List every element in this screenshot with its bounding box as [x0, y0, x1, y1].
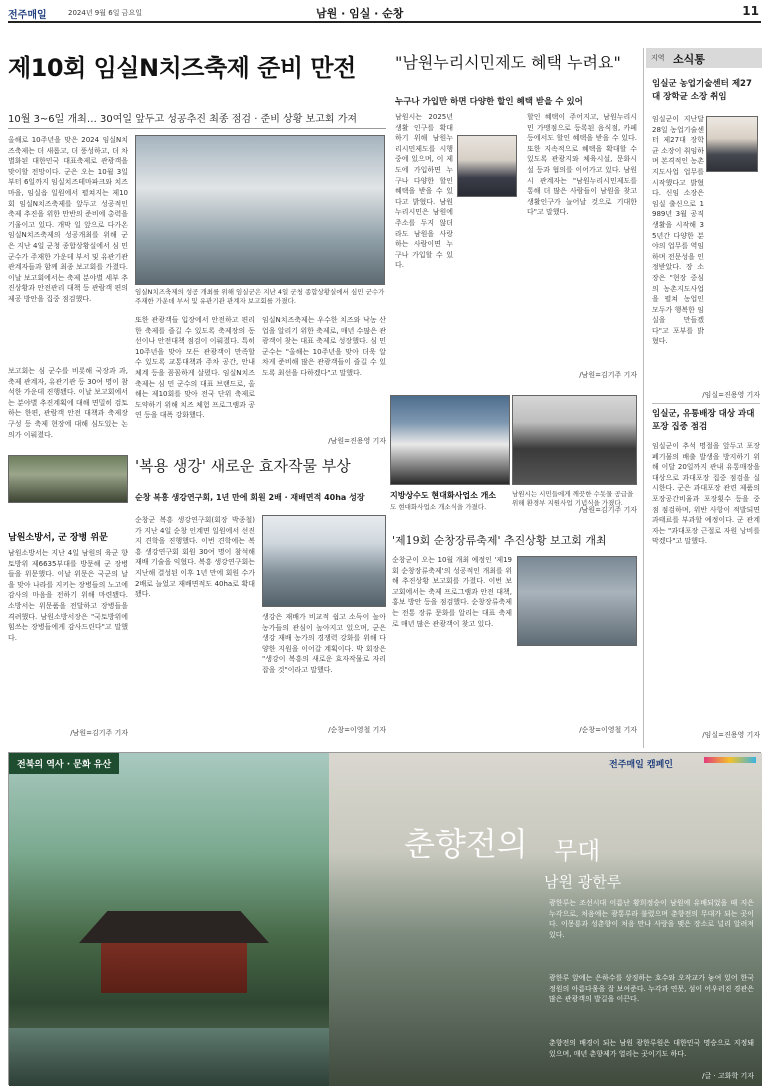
fire-station-photo [8, 455, 128, 503]
campaign-color-bar [704, 757, 756, 763]
main-signature: /남원=진용영 기자 [328, 437, 386, 445]
pavilion-body [101, 943, 247, 993]
feature-col1: 남원시는 2025년 생활 인구를 확대하기 위해 남원누리시민제도를 시행 중에 있으며, 이 제도에 가입하면 누구나 다양한 할인 혜택을 받을 수 있다고 밝혔다. 남원누리시민은 남원에 주소를 두지 않더라도 남원을 사랑하는 사람이면 누구나 가입할 수 있다. [395, 113, 453, 270]
campaign-title-b: 무대 [554, 837, 601, 865]
sidebar-tag: 지역 [651, 54, 665, 62]
left-story-signature: /남원=김기주 기자 [70, 729, 128, 737]
page-number: 11 [742, 4, 759, 18]
ceremony-caption-2: 남원시는 시민들에게 깨끗한 수돗물 공급을 위해 환경부 지원사업 기념식을 가졌다. [512, 490, 634, 507]
sidebar-item1-title: 임실군 농업기술센터 제27대 장학균 소장 취임 [652, 79, 752, 102]
campaign-para1: 광한루는 조선시대 이름난 황희정승이 남원에 유배되었을 때 지은 누각으로, 처음에는 광통루라 불렸으며 춘향전의 무대가 되는 곳이다. 이몽룡과 성춘향이 처음 만나 사랑을 맺은 장소로 널리 알려져 있다. [549, 899, 754, 939]
feature-signature: /남원=김기주 기자 [579, 371, 637, 379]
issue-date: 2024년 9월 6일 금요일 [68, 9, 142, 17]
main-headline: 제10회 임실N치즈축제 준비 만전 [8, 54, 356, 82]
ceremony-photo-2 [512, 395, 637, 485]
campaign-photo [9, 753, 329, 1086]
sidebar-item2-signature: /임실=진용영 기자 [702, 731, 760, 739]
main-col1b: 보고회는 심 군수를 비롯해 국장과 과, 축제 관계자, 유관기관 등 30여 명이 참석한 가운데 진행됐다. 이날 보고회에서는 분야별 추진계획에 대해 면밀히 검토하는 한편, 관람객 안전 대책과 축제장 구성 등 축제 현장에 대해 심도있는 논의가 이뤄졌다. [8, 367, 128, 439]
pavilion-roof [79, 903, 269, 943]
hyoja-headline: '복용 생강' 새로운 효자작물 부상 [135, 457, 351, 475]
section-title: 남원 · 임실 · 순창 [316, 7, 404, 20]
sidebar-item1-body: 임실군이 지난달 28일 농업기술센터 제27대 장학균 소장이 취임하며 본격적인 농촌지도사업 업무를 시작했다고 밝혔다. 신임 소장은 임실 출신으로 1989년 3월 공직 생활을 시작해 35년간 다양한 분야의 업무를 역임하며 전문성을 인정받았다. 장 소장은 "현장 중심의 농촌지도사업을 펼쳐 농업인 모두가 행복한 임실을 만들겠다"고 포부를 밝혔다. [652, 115, 704, 346]
sidebar [643, 48, 761, 748]
hyoja-photo [262, 515, 386, 607]
campaign-brand: 전주매일 캠페인 [609, 760, 673, 770]
left-story-title: 남원소방서, 군 장병 위문 [8, 533, 108, 543]
sidebar-item2-body: 임실군이 추석 명절을 앞두고 포장 폐기물의 배출 발생을 방지하기 위해 이달 20일까지 관내 유통매장을 대상으로 과대포장 집중 점검을 실시한다. 군은 과대포장 관련 제품의 포장공간비율과 포장횟수 등을 중점 점검하며, 위반 사항이 적발되면 과태료를 부과할 예정이다. 군 관계자는 "과대포장 근절로 자원 낭비를 막겠다"고 말했다. [652, 442, 760, 546]
campaign-credit: /글 · 고화학 기자 [702, 1072, 754, 1080]
campaign-series: 전북의 역사 · 문화 유산 [9, 753, 119, 774]
pond [9, 1028, 329, 1086]
forum-photo [517, 556, 637, 646]
hyoja-col2: 생강은 재배가 비교적 쉽고 소득이 높아 농가들의 관심이 높아지고 있으며, 군은 생강 재배 농가의 경쟁력 강화를 위해 다양한 지원을 이어갈 계획이다. 박 회장은 "생강이 복흥의 새로운 효자작물로 자리잡을 것"이라고 말했다. [262, 613, 386, 674]
forum-signature: /순창=이영철 기자 [579, 726, 637, 734]
feature-headline: "남원누리시민제도 혜택 누려요" [395, 53, 621, 72]
feature-col2: 할인 혜택이 주어지고, 남원누리시민 가맹점으로 등록된 음식점, 카페 등에서도 할인 혜택을 받을 수 있다. 또한 지속적으로 혜택을 확대할 수 있도록 관광지와 체육시설, 문화시설 등과 협의를 이어가고 있다. 남원시 관계자는 "남원누리시민제도를 통해 더 많은 사람들이 남원을 찾고 생활인구가 늘어날 것으로 기대한다"고 말했다. [527, 113, 637, 217]
main-col1: 올해로 10주년을 맞은 2024 임실N치즈축제는 더 새롭고, 더 풍성하고, 더 차별화된 대한민국 대표축제로 관광객을 맞이할 전망이다. 군은 오는 10월 3일부터 6일까지 임실치즈테마파크와 치즈마을, 임실읍 일원에서 펼쳐지는 제10회 임실N치즈축제를 앞두고 성공적인 축제 추진을 위한 만반의 준비에 총력을 기울이고 있다. 개막 일 앞으로 다가온 임실N치즈축제의 성공개최를 위해 군은 지난 4일 군청 종합상황실에서 심 민 군수가 주재한 가운데 부서 및 유관기관 관계자들과 함께 최종 보고회를 가졌다. 이날 보고회에서는 축제 분야별 세부 추진상황과 안전관리 대책 등 관람객 편의 제공 방안을 집중 점검했다. [8, 136, 128, 303]
paper-name: 전주매일 [8, 10, 47, 21]
ceremony-caption-body: 도 현대화사업소 개소식을 가졌다. [390, 503, 487, 511]
sidebar-title: 소식통 [673, 53, 705, 66]
forum-body: 순창군이 오는 10월 개최 예정인 '제19회 순창장류축제'의 성공적인 개최를 위해 추진상황 보고회를 가졌다. 이번 보고회에서는 축제 프로그램과 안전 대책, 홍보 방안 등을 점검했다. 순창장류축제는 전통 장류 문화를 알리는 대표 축제로 매년 많은 관광객이 찾고 있다. [392, 556, 512, 628]
sidebar-item1-portrait [706, 116, 758, 172]
sidebar-item1-signature: /임실=진용영 기자 [702, 391, 760, 399]
main-subhead: 10월 3~6일 개최… 30여일 앞두고 성공추진 최종 점검 · 준비 상황 보고회 가져 [8, 114, 358, 125]
sidebar-header [646, 48, 762, 68]
feature-portrait [457, 135, 517, 197]
sidebar-item1-body-cont [652, 176, 760, 386]
ceremony-photo-1 [390, 395, 510, 485]
campaign-para2: 광한루 앞에는 은하수를 상징하는 호수와 오작교가 놓여 있어 한국 정원의 아름다움을 잘 보여준다. 누각과 연못, 섬이 어우러진 경관은 많은 관광객의 발길을 이끈다. [549, 974, 754, 1004]
hyoja-signature: /순창=이영철 기자 [328, 726, 386, 734]
main-col2: 또한 관광객들 입장에서 안전하고 편리한 축제를 즐길 수 있도록 축제장의 동선이나 안전대책 점검이 이뤄졌다. 특히 10주년을 맞아 모든 관광객이 만족할 수 있도록 교통대책과 주차 공간, 안내 체계 등을 꼼꼼하게 살폈다. 임실N치즈축제는 심 민 군수의 대표 브랜드로, 올해는 제10회를 맞아 전국 단위 축제로 도약하기 위해 치즈 체험 프로그램과 공연 등을 대폭 강화했다. [135, 316, 255, 420]
sidebar-item2-title: 임실군, 유통배장 대상 과대포장 집중 점검 [652, 409, 755, 432]
forum-headline: '제19회 순창장류축제' 추진상황 보고회 개최 [392, 534, 607, 547]
ceremony-caption-title: 지방상수도 현대화사업소 개소 [390, 491, 497, 500]
left-story-body: 남원소방서는 지난 4일 남원의 육군 향토방위 제6635부대를 방문해 군 장병들을 위문했다. 이날 위문은 국군의 날을 맞아 나라를 지키는 장병들의 노고에 감사의 마음을 전하기 위해 마련됐다. 소방서는 위문품을 전달하고 장병들을 격려했다. 남원소방서장은 "국토방위에 힘쓰는 장병들에게 감사드린다"고 말했다. [8, 549, 128, 642]
feature-subhead: 누구나 가입만 하면 다양한 할인 혜택 받을 수 있어 [395, 97, 583, 107]
campaign-subtitle: 남원 광한루 [544, 873, 622, 891]
main-photo-caption: 임실N치즈축제의 성공 개최를 위해 임실군은 지난 4일 군청 종합상황실에서 심민 군수가 주재한 가운데 부서 및 유관기관 관계자 보고회를 가졌다. [135, 288, 385, 305]
campaign-panel [8, 752, 761, 1085]
masthead [8, 4, 761, 21]
campaign-title-a: 춘향전의 [404, 825, 528, 863]
main-col3: 임실N치즈축제는 우수한 치즈와 낙농 산업을 알리기 위한 축제로, 매년 수많은 관광객이 찾는 대표 축제로 성장했다. 심 민 군수는 "올해는 10주년을 맞아 더욱 알차게 준비해 많은 관광객들이 즐길 수 있도록 최선을 다하겠다"고 말했다. [262, 316, 386, 377]
hyoja-col1: 순창군 복흥 생강연구회(회장 박종철)가 지난 4일 순창 인계면 일원에서 선진지 견학을 진행했다. 이번 견학에는 복흥 생강연구회 회원 30여 명이 참석해 재배 기술을 익혔다. 복흥 생강연구회는 지난해 결성된 이후 1년 만에 회원 수가 2배로 늘었고 재배면적도 40ha로 확대됐다. [135, 516, 255, 599]
main-photo [135, 135, 385, 285]
hyoja-subhead: 순창 복흥 생강연구회, 1년 만에 회원 2배 · 재배면적 40ha 성장 [135, 493, 365, 502]
campaign-para3: 춘향전의 배경이 되는 남원 광한루원은 대한민국 명승으로 지정돼 있으며, 매년 춘향제가 열리는 곳이기도 하다. [549, 1039, 754, 1058]
ceremony-signature: /남원=김기주 기자 [579, 506, 637, 514]
